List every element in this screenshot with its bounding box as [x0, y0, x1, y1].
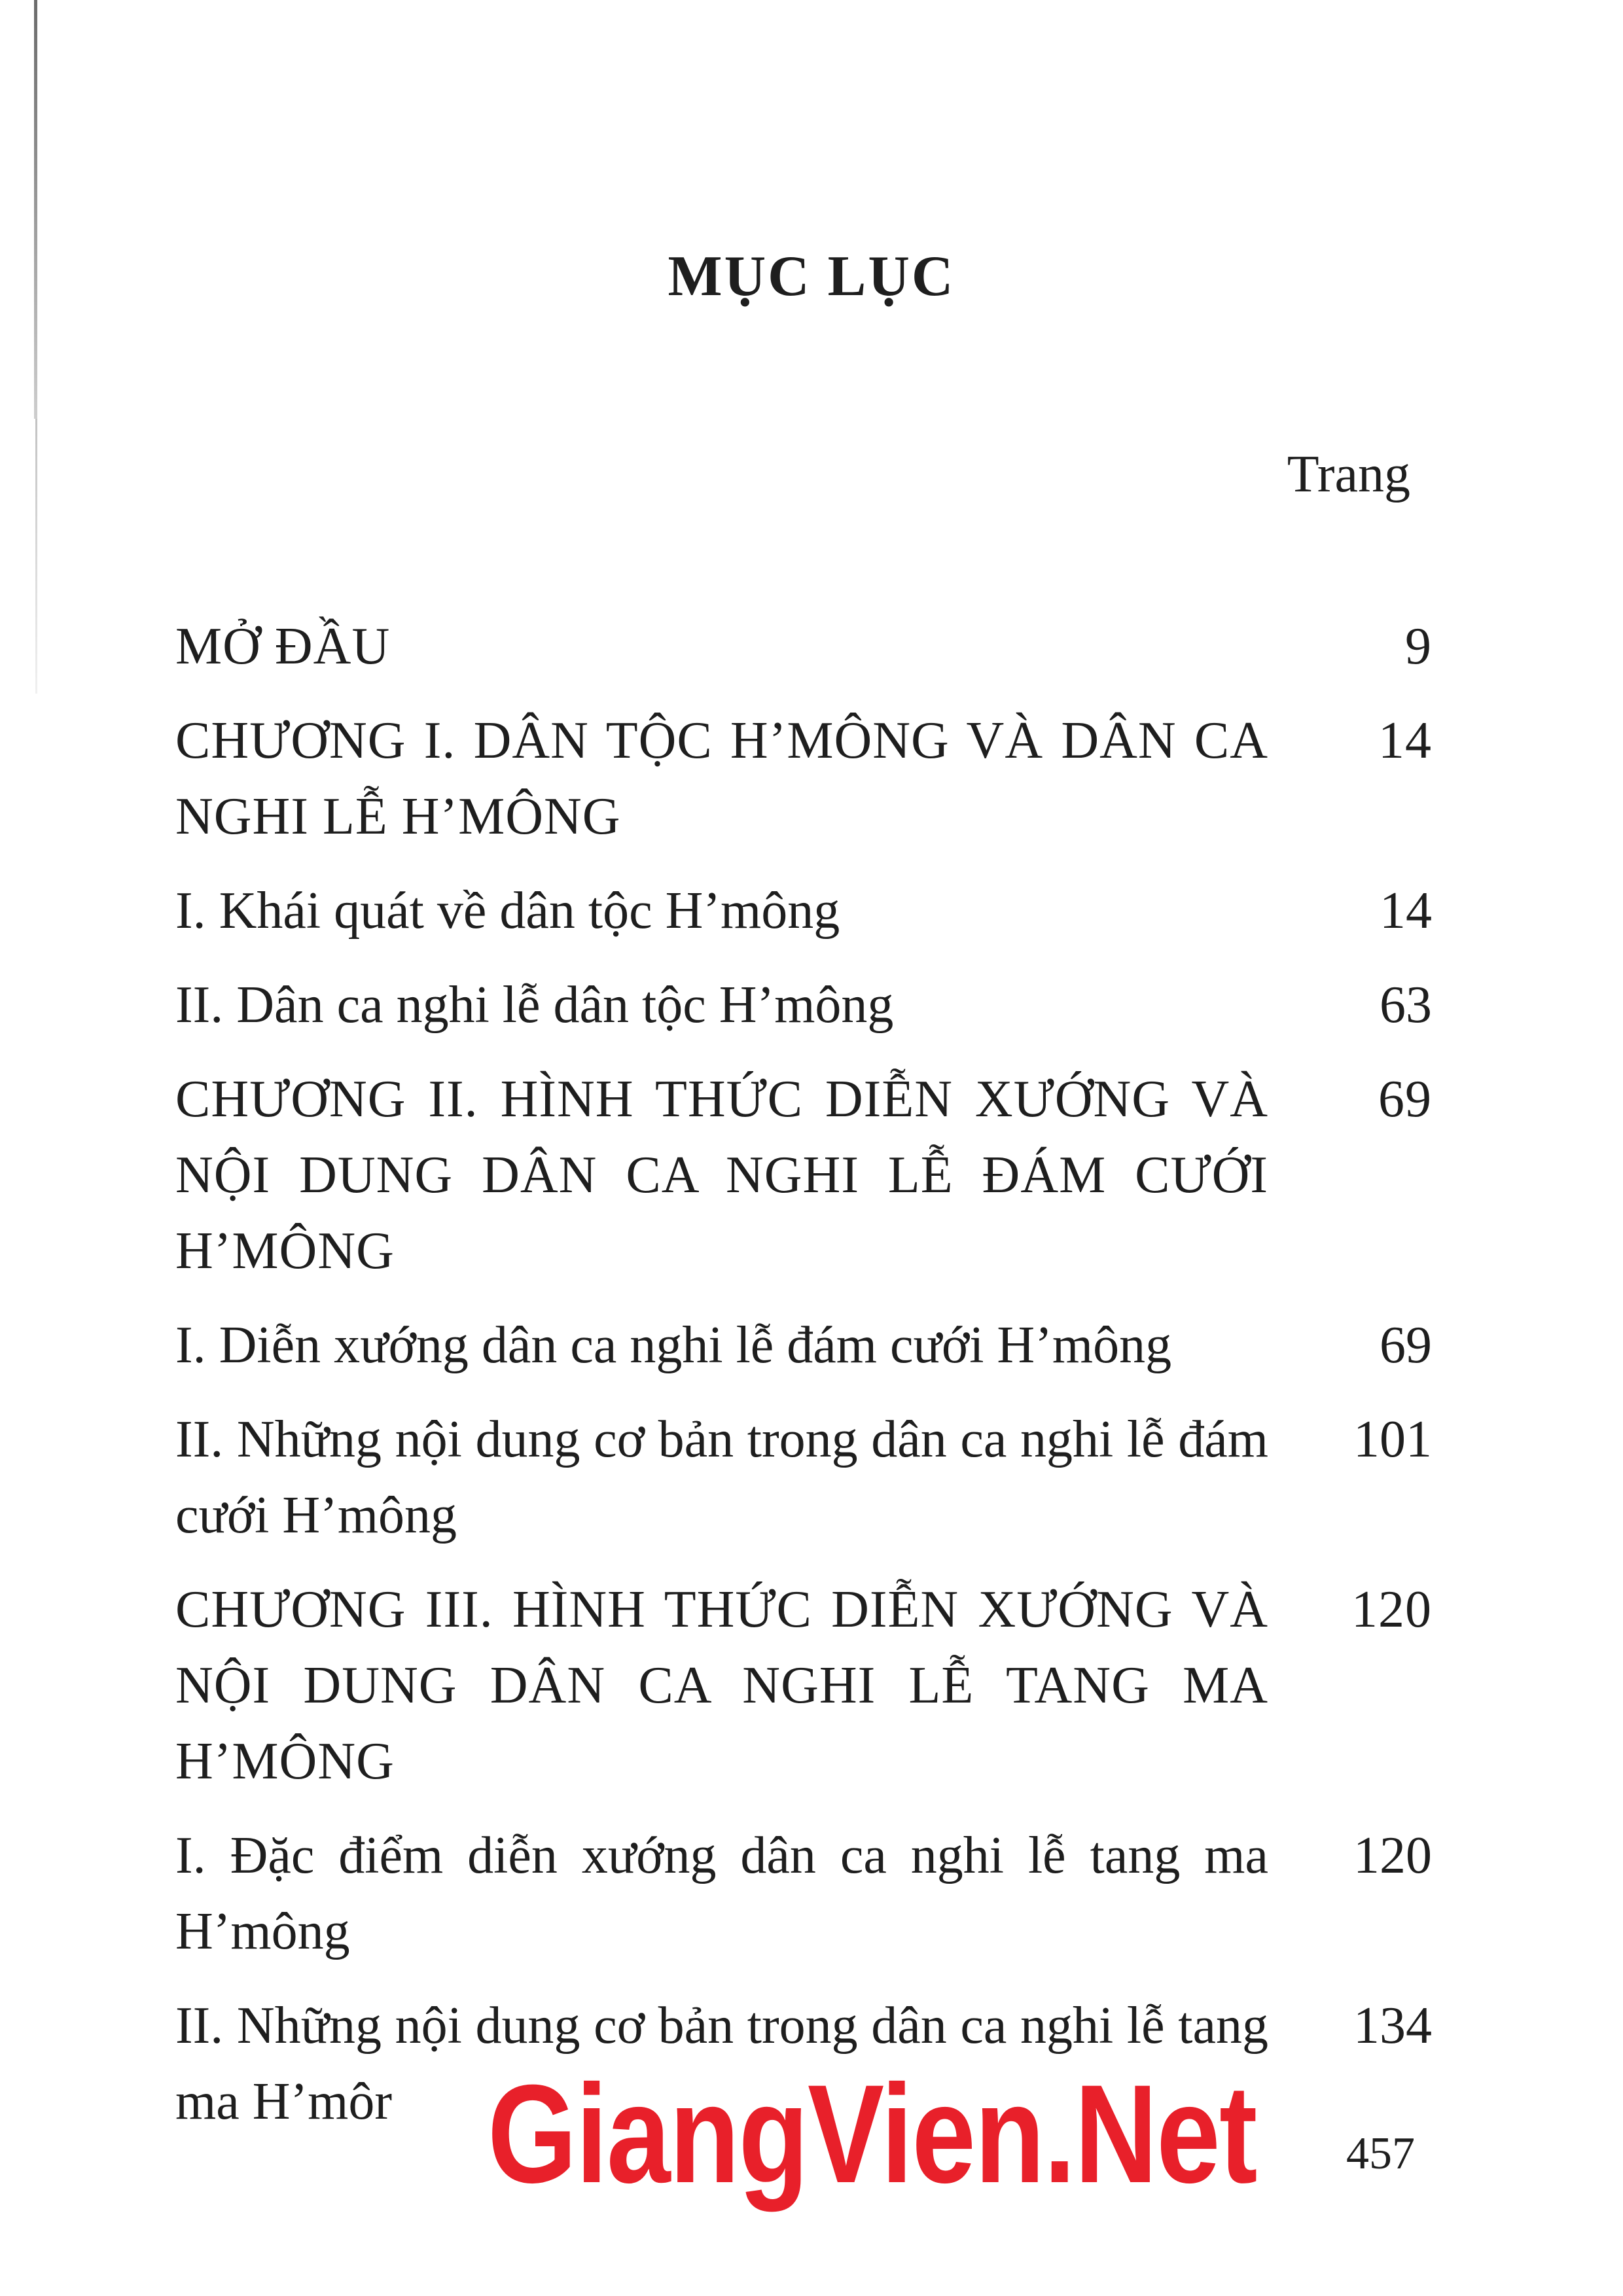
toc-entry-chapter-2[interactable] — [175, 1061, 1432, 1289]
toc-entry-page-number: 69 — [1380, 1316, 1432, 1374]
toc-entry-label: II. Những nội dung cơ bản trong dân ca nghi lễ tang ma H’môr — [175, 1997, 1268, 2130]
toc-entry-page-number: 101 — [1353, 1411, 1432, 1468]
toc-entry-chapter-1-section-1[interactable] — [175, 873, 1432, 949]
toc-entry-page-number: 120 — [1353, 1827, 1432, 1884]
toc-entry-introduction[interactable] — [175, 609, 1432, 684]
page-binding-edge-lower — [35, 419, 37, 694]
toc-entry-page-number: 14 — [1378, 712, 1432, 769]
toc-entry-label: II. Những nội dung cơ bản trong dân ca nghi lễ đám cưới H’mông — [175, 1411, 1268, 1544]
watermark-logo: GiangVien.Net — [488, 2056, 1257, 2212]
toc-entry-page-number: 120 — [1351, 1581, 1432, 1638]
toc-entry-page-number: 9 — [1405, 618, 1432, 675]
toc-entry-page-number: 14 — [1380, 882, 1432, 940]
toc-entry-label: MỞ ĐẦU — [175, 618, 391, 675]
toc-entry-label: II. Dân ca nghi lễ dân tộc H’mông — [175, 976, 894, 1034]
toc-entry-chapter-3[interactable] — [175, 1572, 1432, 1799]
toc-entry-chapter-2-section-1[interactable] — [175, 1307, 1432, 1383]
page-binding-edge — [34, 0, 37, 419]
toc-entry-label: CHƯƠNG II. HÌNH THỨC DIỄN XƯỚNG VÀ NỘI DUNG DÂN CA NGHI LỄ ĐÁM CƯỚI H’MÔNG — [175, 1070, 1268, 1280]
toc-title: MỤC LỤC — [668, 245, 955, 308]
toc-entry-chapter-3-section-1[interactable] — [175, 1818, 1432, 1969]
toc-entry-page-number: 134 — [1353, 1997, 1432, 2055]
toc-entry-label: I. Khái quát về dân tộc H’mông — [175, 882, 840, 940]
toc-entry-label: I. Diễn xướng dân ca nghi lễ đám cưới H’mông — [175, 1316, 1172, 1374]
page-number-folio: 457 — [1346, 2128, 1415, 2179]
toc-entry-page-number: 63 — [1380, 976, 1432, 1034]
toc-entry-chapter-1[interactable] — [175, 703, 1432, 855]
toc-entry-chapter-1-section-2[interactable] — [175, 967, 1432, 1043]
toc-entry-page-number: 69 — [1378, 1070, 1432, 1128]
toc-entry-label: CHƯƠNG III. HÌNH THỨC DIỄN XƯỚNG VÀ NỘI DUNG DÂN CA NGHI LỄ TANG MA H’MÔNG — [175, 1581, 1268, 1790]
toc-list — [175, 609, 1432, 2158]
toc-entry-chapter-2-section-2[interactable] — [175, 1402, 1432, 1553]
page-column-label: Trang — [1287, 446, 1410, 503]
toc-entry-label: CHƯƠNG I. DÂN TỘC H’MÔNG VÀ DÂN CA NGHI LỄ H’MÔNG — [175, 712, 1268, 845]
toc-entry-label: I. Đặc điểm diễn xướng dân ca nghi lễ tang ma H’mông — [175, 1827, 1268, 1960]
